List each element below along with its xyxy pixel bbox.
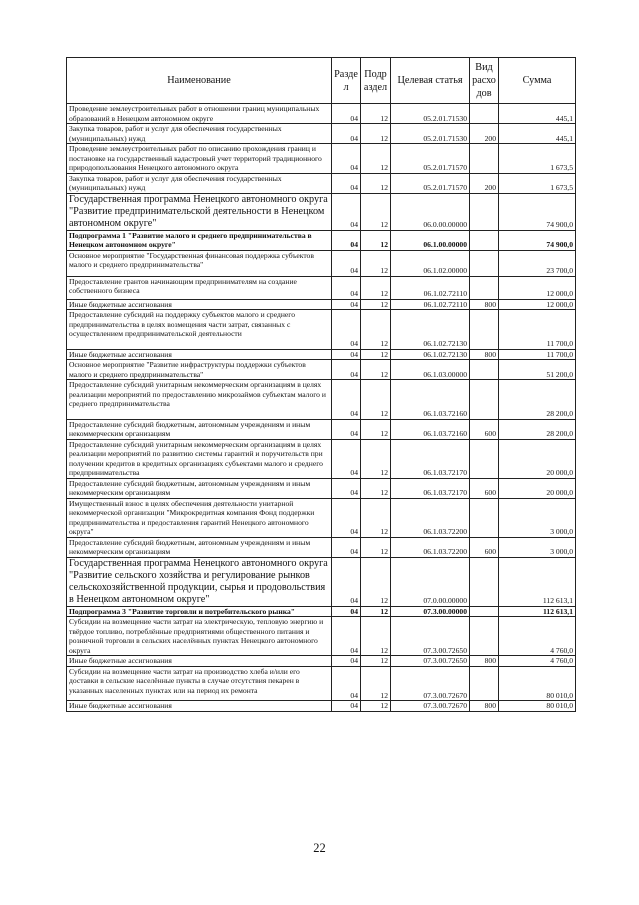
table-row (67, 250, 576, 276)
cell-kind: 800 (470, 349, 499, 360)
cell-target: 07.3.00.72670 (391, 666, 470, 701)
table-row (67, 606, 576, 617)
cell-name: Проведение землеустроительных работ по описанию прохождения границ и постановке на государственный кадастровый учет территорий традиционного природопользования Ненецкого автономного округа (67, 144, 332, 174)
cell-sum: 28 200,0 (499, 419, 576, 439)
cell-name: Субсидии на возмещение части затрат на электрическую, тепловую энергию и твёрдое топливо, потреблённые предприятиями общественного питания и розничной торговли в сельских населённых пунктах Ненецкого автономного округа (67, 617, 332, 656)
cell-subsection: 12 (361, 478, 391, 498)
cell-target: 06.1.03.72160 (391, 419, 470, 439)
table-row (67, 478, 576, 498)
cell-kind: 800 (470, 299, 499, 310)
cell-sum: 445,1 (499, 124, 576, 144)
cell-section: 04 (332, 617, 361, 656)
cell-name: Государственная программа Ненецкого автономного округа "Развитие сельского хозяйства и регулирование рынков сельскохозяйственной продукции, сырья и продовольствия в Ненецком автономном округе" (67, 557, 332, 606)
cell-kind (470, 193, 499, 230)
cell-sum: 80 010,0 (499, 701, 576, 712)
cell-target: 06.1.02.72130 (391, 349, 470, 360)
cell-section: 04 (332, 380, 361, 420)
cell-kind (470, 498, 499, 537)
cell-name: Основное мероприятие "Развитие инфраструктуры поддержки субъектов малого и среднего предпринимательства" (67, 360, 332, 380)
cell-target: 06.1.02.72110 (391, 276, 470, 299)
cell-target: 05.2.01.71570 (391, 144, 470, 174)
cell-section: 04 (332, 478, 361, 498)
cell-sum: 3 000,0 (499, 537, 576, 557)
table-row (67, 193, 576, 230)
cell-target: 07.3.00.72650 (391, 617, 470, 656)
cell-target: 07.0.00.00000 (391, 557, 470, 606)
header-kind: Вид расхо дов (470, 58, 499, 104)
header-target: Целевая статья (391, 58, 470, 104)
cell-section: 04 (332, 606, 361, 617)
cell-kind: 200 (470, 173, 499, 193)
cell-name: Закупка товаров, работ и услуг для обеспечения государственных (муниципальных) нужд (67, 173, 332, 193)
cell-target: 06.1.03.00000 (391, 360, 470, 380)
cell-section: 04 (332, 144, 361, 174)
cell-name: Закупка товаров, работ и услуг для обеспечения государственных (муниципальных) нужд (67, 124, 332, 144)
cell-target: 06.1.03.72170 (391, 439, 470, 478)
table-body (67, 104, 576, 712)
cell-section: 04 (332, 193, 361, 230)
cell-section: 04 (332, 349, 361, 360)
cell-target: 07.3.00.72650 (391, 656, 470, 667)
table-row (67, 666, 576, 701)
table-row (67, 104, 576, 124)
header-section: Разде л (332, 58, 361, 104)
cell-subsection: 12 (361, 606, 391, 617)
cell-section: 04 (332, 299, 361, 310)
cell-sum: 4 760,0 (499, 656, 576, 667)
cell-name: Предоставление субсидий бюджетным, автономным учреждениям и иным некоммерческим организациям (67, 419, 332, 439)
cell-sum: 445,1 (499, 104, 576, 124)
cell-section: 04 (332, 701, 361, 712)
cell-kind (470, 104, 499, 124)
cell-section: 04 (332, 276, 361, 299)
table-row (67, 656, 576, 667)
cell-sum: 20 000,0 (499, 478, 576, 498)
cell-sum: 11 700,0 (499, 349, 576, 360)
cell-section: 04 (332, 557, 361, 606)
cell-section: 04 (332, 310, 361, 350)
cell-section: 04 (332, 250, 361, 276)
cell-subsection: 12 (361, 299, 391, 310)
cell-section: 04 (332, 124, 361, 144)
cell-name: Предоставление грантов начинающим предпринимателям на создание собственного бизнеса (67, 276, 332, 299)
table-row (67, 537, 576, 557)
cell-kind (470, 230, 499, 250)
cell-subsection: 12 (361, 537, 391, 557)
cell-target: 06.1.03.72170 (391, 478, 470, 498)
cell-name: Предоставление субсидий на поддержку субъектов малого и среднего предпринимательства в целях возмещения части затрат, связанных с осуществлением предпринимательской деятельности (67, 310, 332, 350)
cell-name: Предоставление субсидий бюджетным, автономным учреждениям и иным некоммерческим организациям (67, 478, 332, 498)
cell-sum: 1 673,5 (499, 173, 576, 193)
cell-target: 07.3.00.72670 (391, 701, 470, 712)
cell-subsection: 12 (361, 498, 391, 537)
cell-kind (470, 276, 499, 299)
header-row (67, 58, 576, 104)
cell-kind (470, 250, 499, 276)
cell-section: 04 (332, 439, 361, 478)
cell-subsection: 12 (361, 250, 391, 276)
cell-subsection: 12 (361, 439, 391, 478)
cell-sum: 12 000,0 (499, 299, 576, 310)
table-row (67, 360, 576, 380)
table-row (67, 701, 576, 712)
cell-section: 04 (332, 230, 361, 250)
table-row (67, 124, 576, 144)
cell-section: 04 (332, 537, 361, 557)
cell-section: 04 (332, 104, 361, 124)
cell-name: Подпрограмма 1 "Развитие малого и среднего предпринимательства в Ненецком автономном округе" (67, 230, 332, 250)
cell-subsection: 12 (361, 276, 391, 299)
table-row (67, 276, 576, 299)
table-row (67, 299, 576, 310)
cell-name: Государственная программа Ненецкого автономного округа "Развитие предпринимательской деятельности в Ненецком автономном округе" (67, 193, 332, 230)
table-row (67, 617, 576, 656)
table-row (67, 230, 576, 250)
cell-target: 07.3.00.00000 (391, 606, 470, 617)
cell-kind (470, 380, 499, 420)
cell-subsection: 12 (361, 349, 391, 360)
budget-table (66, 57, 576, 712)
cell-kind (470, 360, 499, 380)
cell-target: 06.1.00.00000 (391, 230, 470, 250)
cell-target: 05.2.01.71530 (391, 104, 470, 124)
table-row (67, 557, 576, 606)
cell-subsection: 12 (361, 656, 391, 667)
cell-subsection: 12 (361, 380, 391, 420)
cell-sum: 23 700,0 (499, 250, 576, 276)
cell-section: 04 (332, 656, 361, 667)
cell-kind (470, 617, 499, 656)
cell-section: 04 (332, 498, 361, 537)
cell-subsection: 12 (361, 701, 391, 712)
table-row (67, 173, 576, 193)
cell-sum: 74 900,0 (499, 193, 576, 230)
cell-kind: 800 (470, 656, 499, 667)
cell-section: 04 (332, 360, 361, 380)
header-sum: Сумма (499, 58, 576, 104)
cell-kind (470, 144, 499, 174)
cell-subsection: 12 (361, 104, 391, 124)
cell-subsection: 12 (361, 230, 391, 250)
cell-subsection: 12 (361, 617, 391, 656)
table-row (67, 380, 576, 420)
cell-name: Субсидии на возмещение части затрат на производство хлеба и/или его доставки в сельские населённые пункты в случае отсутствия пекарен в указанных населенных пунктах или на период их ремонта (67, 666, 332, 701)
header-name: Наименование (67, 58, 332, 104)
cell-name: Предоставление субсидий бюджетным, автономным учреждениям и иным некоммерческим организациям (67, 537, 332, 557)
cell-kind: 200 (470, 124, 499, 144)
cell-sum: 74 900,0 (499, 230, 576, 250)
cell-name: Предоставление субсидий унитарным некоммерческим организациям в целях реализации мероприятий по предоставлению микрозаймов субъектам малого и среднего предпринимательства (67, 380, 332, 420)
cell-kind: 600 (470, 419, 499, 439)
cell-name: Иные бюджетные ассигнования (67, 656, 332, 667)
cell-subsection: 12 (361, 144, 391, 174)
cell-section: 04 (332, 666, 361, 701)
cell-subsection: 12 (361, 124, 391, 144)
cell-target: 06.1.02.00000 (391, 250, 470, 276)
table-row (67, 310, 576, 350)
cell-kind (470, 310, 499, 350)
cell-sum: 1 673,5 (499, 144, 576, 174)
cell-sum: 28 200,0 (499, 380, 576, 420)
table-row (67, 498, 576, 537)
cell-kind (470, 606, 499, 617)
table-row (67, 349, 576, 360)
cell-target: 05.2.01.71570 (391, 173, 470, 193)
cell-sum: 112 613,1 (499, 557, 576, 606)
cell-sum: 11 700,0 (499, 310, 576, 350)
table-row (67, 419, 576, 439)
cell-target: 05.2.01.71530 (391, 124, 470, 144)
cell-target: 06.0.00.00000 (391, 193, 470, 230)
cell-name: Иные бюджетные ассигнования (67, 299, 332, 310)
cell-target: 06.1.03.72200 (391, 498, 470, 537)
cell-sum: 12 000,0 (499, 276, 576, 299)
cell-kind (470, 439, 499, 478)
cell-kind: 600 (470, 478, 499, 498)
cell-sum: 3 000,0 (499, 498, 576, 537)
table-row (67, 144, 576, 174)
cell-subsection: 12 (361, 557, 391, 606)
cell-kind: 800 (470, 701, 499, 712)
cell-name: Иные бюджетные ассигнования (67, 349, 332, 360)
cell-section: 04 (332, 419, 361, 439)
cell-name: Иные бюджетные ассигнования (67, 701, 332, 712)
cell-sum: 20 000,0 (499, 439, 576, 478)
table-row (67, 439, 576, 478)
cell-subsection: 12 (361, 173, 391, 193)
header-subsection: Подр аздел (361, 58, 391, 104)
cell-target: 06.1.03.72200 (391, 537, 470, 557)
cell-subsection: 12 (361, 360, 391, 380)
cell-sum: 51 200,0 (499, 360, 576, 380)
cell-name: Имущественный взнос в целях обеспечения деятельности унитарной некоммерческой организации "Микрокредитная компания Фонд поддержки предпринимательства и предоставления гарантий Ненецкого автономного округа" (67, 498, 332, 537)
cell-kind: 600 (470, 537, 499, 557)
cell-subsection: 12 (361, 666, 391, 701)
cell-name: Предоставление субсидий унитарным некоммерческим организациям в целях реализации мероприятий по развитию системы гарантий и поручительств при получении кредитов в кредитных организациях субъектами малого и среднего предпринимательства (67, 439, 332, 478)
cell-subsection: 12 (361, 193, 391, 230)
cell-name: Проведение землеустроительных работ в отношении границ муниципальных образований в Ненецком автономном округе (67, 104, 332, 124)
cell-sum: 4 760,0 (499, 617, 576, 656)
cell-subsection: 12 (361, 310, 391, 350)
cell-subsection: 12 (361, 419, 391, 439)
cell-kind (470, 557, 499, 606)
cell-target: 06.1.02.72110 (391, 299, 470, 310)
page-number: 22 (313, 841, 326, 855)
cell-name: Подпрограмма 3 "Развитие торговли и потребительского рынка" (67, 606, 332, 617)
cell-target: 06.1.03.72160 (391, 380, 470, 420)
cell-section: 04 (332, 173, 361, 193)
cell-sum: 112 613,1 (499, 606, 576, 617)
cell-name: Основное мероприятие "Государственная финансовая поддержка субъектов малого и среднего предпринимательства" (67, 250, 332, 276)
cell-sum: 80 010,0 (499, 666, 576, 701)
cell-target: 06.1.02.72130 (391, 310, 470, 350)
cell-kind (470, 666, 499, 701)
